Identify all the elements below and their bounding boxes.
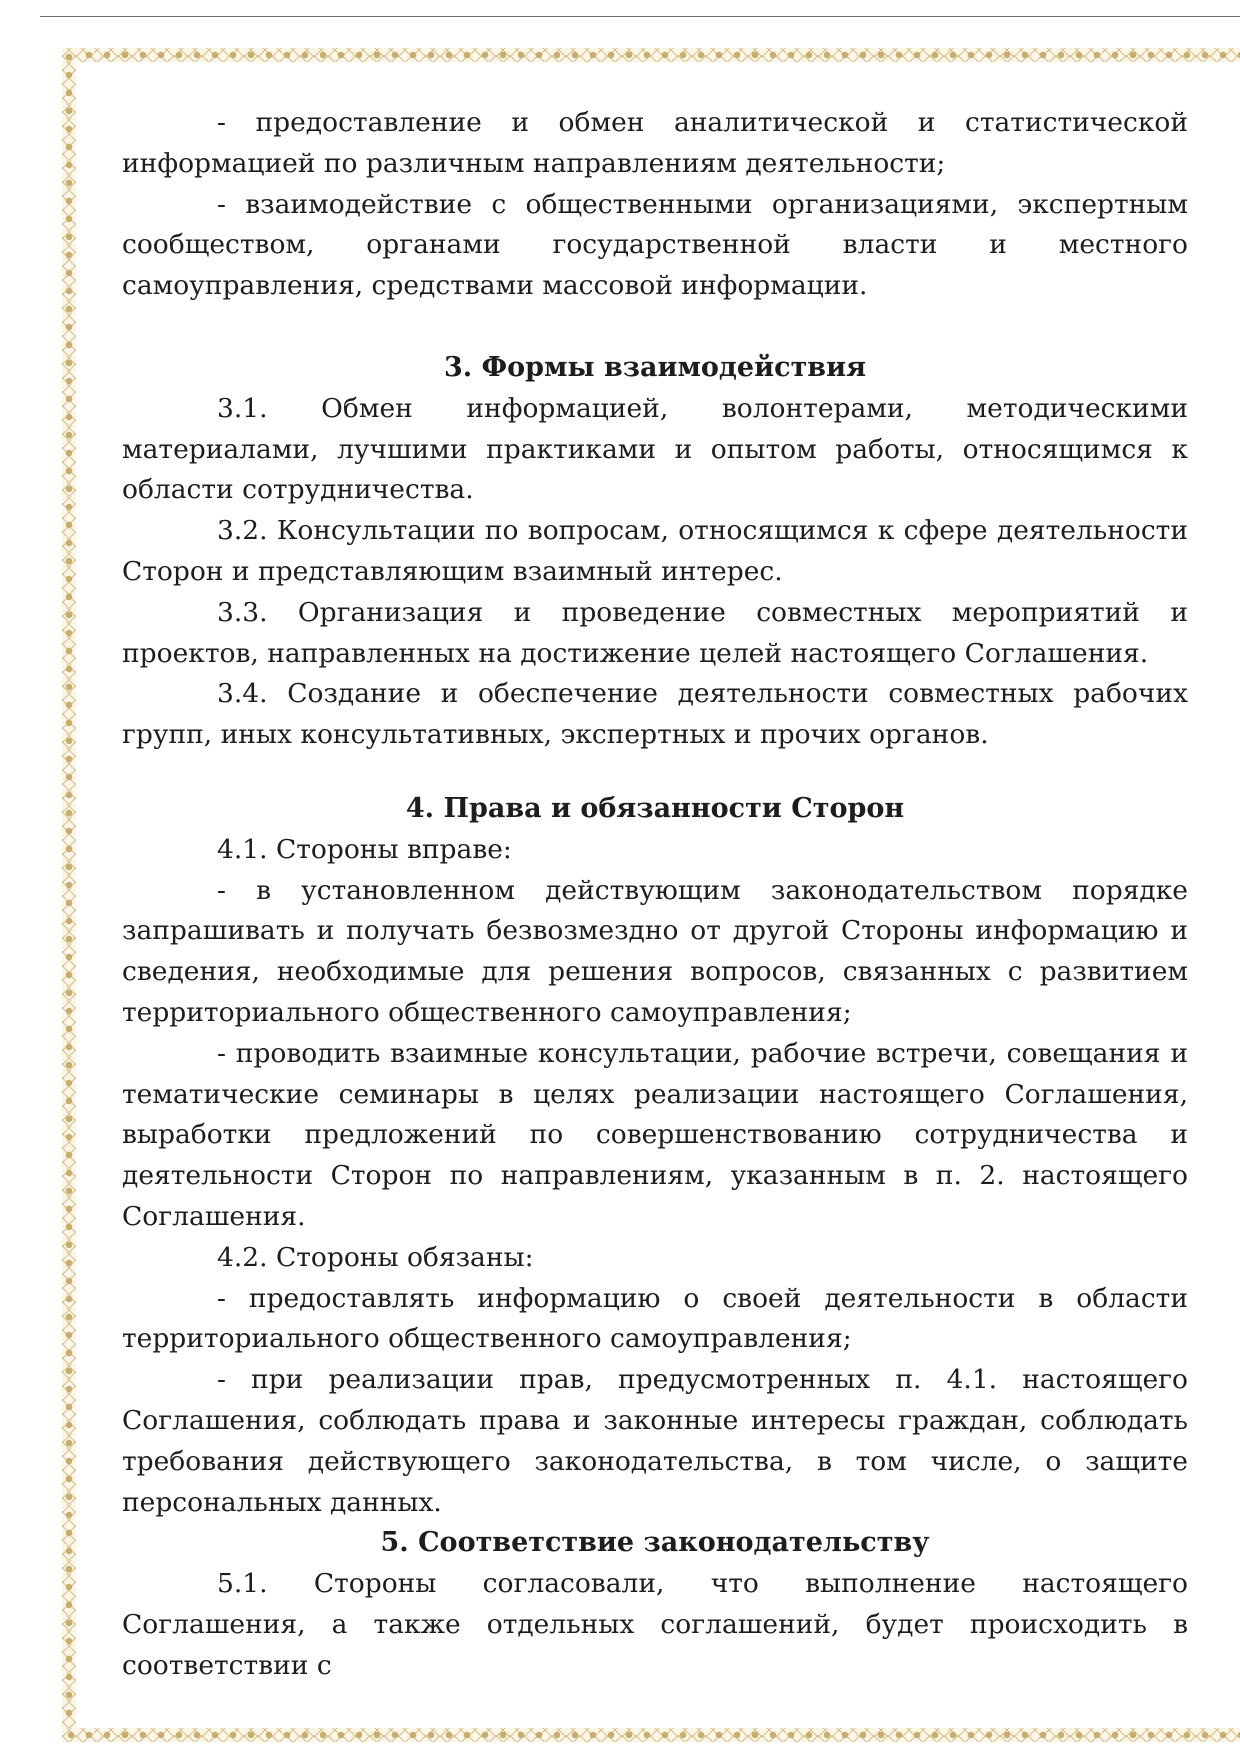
clause-3-2: 3.2. Консультации по вопросам, относящимся к сфере деятельности Сторон и представляющим взаимный интерес. [122,515,1188,587]
clause-3-4: 3.4. Создание и обеспечение деятельности совместных рабочих групп, иных консультативных, экспертных и прочих органов. [122,678,1188,751]
clause-4-2-item-2: - при реализации прав, предусмотренных п. 4.1. настоящего Соглашения, соблюдать права и законные интересы граждан, соблюдать требования действующего законодательства, в том числе, о защите персональных данных. [122,1364,1188,1518]
section-5-title: 5. Соответствие законодательству [380,1527,930,1559]
scan-top-rule [40,16,1240,17]
ornamental-border-bottom [62,1728,1240,1742]
clause-3-3: 3.3. Организация и проведение совместных мероприятий и проектов, направленных на достижение целей настоящего Соглашения. [122,596,1188,669]
clause-4-1-item-1: - в установленном действующим законодательством порядке запрашивать и получать безвозмездно от другой Стороны информацию и сведения, необходимые для решения вопросов, связанных с развитием территориального общественного самоуправления; [122,874,1188,1028]
clause-4-2-item-1: - предоставлять информацию о своей деятельности в области территориального общественного самоуправления; [122,1282,1188,1355]
clause-3-1: 3.1. Обмен информацией, волонтерами, методическими материалами, лучшими практиками и опытом работы, относящимся к области сотрудничества. [122,392,1188,506]
intro-item-2: - взаимодействие с общественными организациями, экспертным сообществом, органами государственной власти и местного самоуправления, средствами массовой информации. [122,188,1188,302]
section-4-title: 4. Права и обязанности Сторон [405,792,905,824]
clause-4-2: 4.2. Стороны обязаны: [217,1241,534,1273]
section-3-title: 3. Формы взаимодействия [443,351,867,383]
ornamental-border-top [62,48,1240,62]
clause-5-1: 5.1. Стороны согласовали, что выполнение настоящего Соглашения, а также отдельных соглашений, будет происходить в соответствии с [122,1568,1188,1681]
clause-4-1: 4.1. Стороны вправе: [217,833,512,865]
clause-4-1-item-2: - проводить взаимные консультации, рабочие встречи, совещания и тематические семинары в целях реализации настоящего Соглашения, выработки предложений по совершенствованию сотрудничества и деятельности Сторон по направлениям, указанным в п. 2. настоящего Соглашения. [122,1037,1188,1232]
intro-item-1: - предоставление и обмен аналитической и статистической информацией по различным направлениям деятельности; [122,107,1188,179]
document-body [122,103,1188,1686]
ornamental-border-left [62,48,76,1742]
